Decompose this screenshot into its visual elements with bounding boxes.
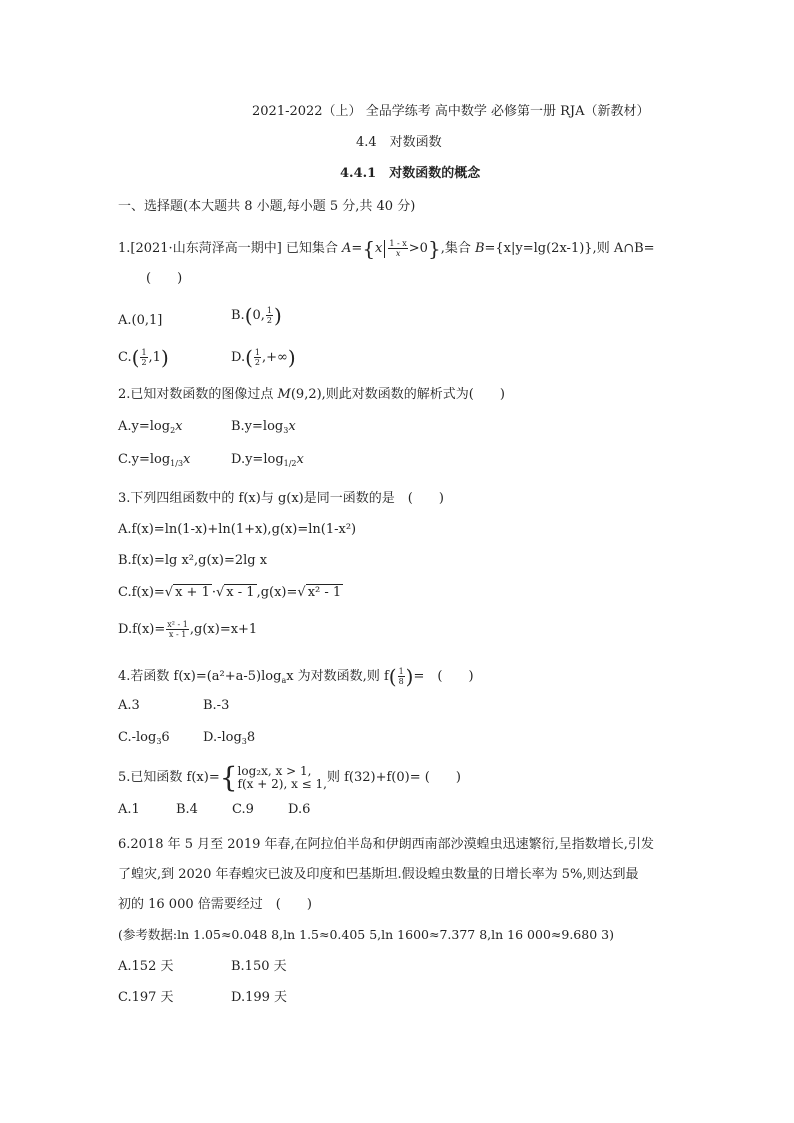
q2-option-d: $D.y=\log_{1/2}x$ <box>231 452 304 468</box>
q3-option-c: C.f(x)=√ x + 1 ·√ x - 1 ,g(x)=√ x² - 1 <box>118 585 342 600</box>
q2-option-a: $A.y=\log_2x$ <box>118 419 183 435</box>
q3-option-b: B.f(x)=lg x²,g(x)=2lg x <box>118 553 268 568</box>
q4-option-d: $D.-\log_38$ <box>203 730 256 746</box>
q5-piecewise-cases: log₂x, x > 1, f(x + 2), x ≤ 1, <box>237 763 327 791</box>
question-1-paren: ( ) <box>146 271 183 286</box>
question-6-reference-data: (参考数据:ln 1.05≈0.048 8,ln 1.5≈0.405 5,ln 1600≈7.377 8,ln 16 000≈9.680 3) <box>118 927 614 942</box>
page-header: 2021-2022（上） 全品学练考 高中数学 必修第一册 RJA（新教材） <box>252 104 650 119</box>
q6-option-d: D.199 天 <box>231 990 288 1005</box>
section-title: 4.4 对数函数 <box>356 135 442 150</box>
q2-option-c: $C.y=\log_{1/3}x$ <box>118 452 191 468</box>
q4-option-c: $C.-\log_36$ <box>118 730 170 746</box>
q1-option-d: D.( $\frac{1}{2}$ ,+∞) <box>231 345 296 370</box>
q6-option-b: B.150 天 <box>231 959 287 974</box>
q4-option-a: A.3 <box>118 698 140 713</box>
question-6-line-1: 6.2018 年 5 月至 2019 年春,在阿拉伯半岛和伊朗西南部沙漠蝗虫迅速繁衍,呈指数增长,引发 <box>118 837 654 852</box>
q5-option-b: B.4 <box>176 802 198 817</box>
question-2-stem: 2.已知对数函数的图像过点 M(9,2),则此对数函数的解析式为( ) <box>118 387 505 402</box>
question-6-line-2: 了蝗灾,到 2020 年春蝗灾已波及印度和巴基斯坦.假设蝗虫数量的日增长率为 5%,则达到最 <box>118 867 639 882</box>
q2-option-b: $B.y=\log_3x$ <box>231 419 296 435</box>
q5-option-d: D.6 <box>288 802 311 817</box>
q1-option-a: A.(0,1] <box>118 313 163 328</box>
q5-option-c: C.9 <box>232 802 254 817</box>
question-3-stem: 3.下列四组函数中的 f(x)与 g(x)是同一函数的是 ( ) <box>118 491 444 506</box>
question-4-stem: 4.若函数 $f(x)=(a^2+a-5)\log_ax$ 为对数函数,则 f( $\frac{1}{8}$ )= ( ) <box>118 664 474 689</box>
q1-fraction: $\frac{1 - x}{x}$ <box>389 239 407 258</box>
question-5-stem: 5.已知函数 f(x)= { log₂x, x > 1, f(x + 2), x ≤ 1, 则 f(32)+f(0)= ( ) <box>118 760 461 794</box>
q1-option-c: C.( $\frac{1}{2}$ ,1) <box>118 345 169 370</box>
q1-option-b: B.(0, $\frac{1}{2}$ ) <box>231 303 282 328</box>
q4-option-b: B.-3 <box>203 698 230 713</box>
q6-option-c: C.197 天 <box>118 990 174 1005</box>
q3-option-d: D.f(x)= $\frac{\text{x² - 1}}{x - 1}$ ,g(x)=x+1 <box>118 620 258 639</box>
q5-option-a: A.1 <box>118 802 140 817</box>
subsection-title: 4.4.1 对数函数的概念 <box>340 166 481 181</box>
question-6-line-3: 初的 16 000 倍需要经过 ( ) <box>118 897 312 912</box>
part-heading: 一、选择题(本大题共 8 小题,每小题 5 分,共 40 分) <box>118 199 416 214</box>
question-1-stem: 1.[2021·山东菏泽高一期中] 已知集合 A={x $\frac{1 - x}{x}$ >0},集合 B={x|y=lg(2x-1)},则 A∩B= <box>118 236 655 261</box>
q3-option-a: A.f(x)=ln(1-x)+ln(1+x),g(x)=ln(1-x²) <box>118 522 357 537</box>
q6-option-a: A.152 天 <box>118 959 174 974</box>
